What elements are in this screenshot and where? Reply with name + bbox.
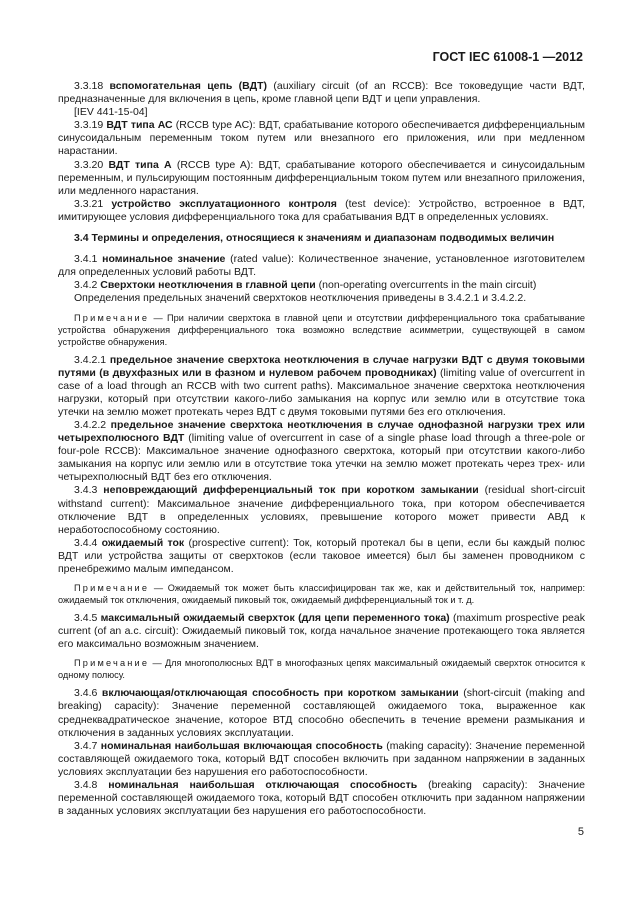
- clause-number: 3.3.21: [74, 197, 112, 210]
- clause-number: 3.4.3: [74, 484, 104, 497]
- clause-number: 3.4.8: [74, 779, 109, 792]
- definition-paragraph: [58, 159, 585, 198]
- definition-text: (limiting value of overcurrent in case of a load through an RCCB with two current paths). Максимальное значение сверхтока неотключения нагрузки, который при отсутствии какого-либо замыкания на корпус или землю или в отсутствие тока утечки на землю может протекать через ВДТ с двумя токовыми путями без его отключения.: [58, 366, 585, 418]
- clause-number: 3.4.2.2: [74, 418, 111, 431]
- definition-text: (short-circuit (making and breaking) capacity): Значение переменной составляющей ожидаемого тока, выраженное как среднеквадратическое значение, которое ВТД способно обеспечить в течение времени размыкания и отключения в заданных условиях эксплуатации.: [58, 687, 585, 739]
- definition-paragraph: [58, 779, 585, 818]
- term: устройство эксплуатационного контроля: [111, 197, 337, 210]
- definition-paragraph: [58, 612, 585, 651]
- definition-text: Определения предельных значений сверхтоков неотключения приведены в 3.4.2.1 и 3.4.2.2.: [74, 292, 527, 305]
- definition-text: (rated value): Количественное значение, установленное изготовителем для определенных условий работы ВДТ.: [58, 253, 585, 279]
- clause-number: 3.3.20: [74, 158, 109, 171]
- definition-text: — Для многополюсных ВДТ в многофазных цепях максимальный ожидаемый сверхток относится к одному полюсу.: [58, 658, 585, 681]
- note-label: Примечание: [74, 658, 150, 669]
- note-label: Примечание: [74, 312, 150, 323]
- definition-text: (maximum prospective peak current (of an a.c. circuit): Ожидаемый пиковый ток, когда начальное значение протекающего тока является его максимально возможным значением.: [58, 612, 585, 651]
- term: номинальное значение: [102, 253, 226, 266]
- definition-paragraph: [58, 419, 585, 484]
- page-number: 5: [577, 826, 584, 838]
- definition-paragraph: [58, 687, 585, 739]
- clause-number: 3.4.6: [74, 687, 102, 700]
- definition-paragraph: [58, 198, 585, 224]
- definition-text: (breaking capacity): Значение переменной составляющей ожидаемого тока, который ВДТ способен отключить при заданном напряжении в заданных условиях эксплуатации без нарушения его работоспособности.: [58, 779, 585, 818]
- clause-number: 3.3.18: [74, 80, 110, 92]
- definition-paragraph: [58, 253, 585, 279]
- term: вспомогательная цепь (ВДТ): [109, 80, 267, 92]
- definition-text: (test device): Устройство, встроенное в ВДТ, имитирующее условия дифференциального тока для срабатывания ВДТ в определенных условиях.: [58, 197, 585, 223]
- definition-text: (making capacity): Значение переменной составляющей ожидаемого тока, который ВДТ способен включить при заданном напряжении в заданных условиях эксплуатации без нарушения его работоспособности.: [58, 739, 585, 778]
- definition-paragraph: [58, 119, 585, 158]
- note-paragraph: [58, 312, 585, 348]
- definition-paragraph: [58, 80, 585, 106]
- term: Сверхтоки неотключения в главной цепи: [100, 279, 316, 292]
- definition-text: — При наличии сверхтока в главной цепи и отсутствии дифференциального тока срабатывание устройства обнаружения дифференциального тока возможно вследствие асимметрии, существующей в самом устройстве обнаружения.: [58, 312, 585, 347]
- note-label: Примечание: [74, 583, 150, 594]
- definition-paragraph: [58, 740, 585, 779]
- clause-number: 3.4.1: [74, 253, 103, 266]
- term: ожидаемый ток: [101, 536, 185, 549]
- section-heading: [58, 232, 585, 245]
- definition-text: (RCCB type A): ВДТ, срабатывание которого обеспечивается и синусоидальным переменным, и пульсирующим постоянным дифференциальным током путем или внезапного приложения, или медленного нарастания.: [58, 158, 585, 197]
- definition-text: (limiting value of overcurrent in case of a single phase load through a three-pole or four-pole RCCB): Максимальное значение однофазного сверхтока, который при отсутствии какого-либо замыкания на корпус или землю или в отсутствие тока утечки на землю может протекать через трех- или четырехполюсный ВДТ без его отключения.: [58, 432, 585, 484]
- term: включающая/отключающая способность при коротком замыкании: [101, 687, 459, 700]
- document-header: ГОСТ IEC 61008-1 —2012: [432, 50, 583, 64]
- term: ВДТ типа АС: [106, 119, 173, 132]
- definition-text: — Ожидаемый ток может быть классифицирован так же, как и действительный ток, например: ожидаемый ток отключения, ожидаемый пиковый ток, ожидаемый дифференциальный ток и т. д.: [58, 583, 585, 606]
- note-paragraph: [58, 582, 585, 606]
- term: ВДТ типа А: [108, 158, 172, 171]
- term: неповреждающий дифференциальный ток при коротком замыкании: [103, 484, 479, 497]
- term: номинальная наибольшая включающая способность: [100, 739, 383, 752]
- definition-paragraph: [58, 484, 585, 536]
- definition-paragraph: [58, 279, 585, 292]
- document-body: [58, 80, 585, 818]
- term: максимальный ожидаемый сверхток (для цепи переменного тока): [100, 612, 450, 625]
- definition-paragraph: [58, 292, 585, 305]
- definition-text: (auxiliary circuit (of an RCCB): Все токоведущие части ВДТ, предназначенные для включения в цепь, кроме главной цепи ВДТ и цепи управления.: [58, 80, 585, 106]
- clause-number: 3.4.4: [74, 536, 102, 549]
- definition-text: (non-operating overcurrents in the main circuit): [315, 279, 537, 292]
- term: предельное значение сверхтока неотключения в случае однофазной нагрузки трех или четырехполюсного ВДТ: [58, 418, 585, 445]
- definition-text: (prospective current): Ток, который протекал бы в цепи, если бы каждый полюс ВДТ или устройства защиты от сверхтоков (если таковое имеется) был бы заменен проводником с пренебрежимо малым импедансом.: [58, 536, 585, 575]
- clause-number: 3.4.2.1: [74, 353, 110, 366]
- clause-number: 3.4.7: [74, 739, 101, 752]
- clause-number: 3.3.19: [74, 119, 107, 132]
- definition-text: [IEV 441-15-04]: [74, 106, 148, 119]
- note-paragraph: [58, 657, 585, 681]
- definition-text: 3.4 Термины и определения, относящиеся к значениям и диапазонам подводимых величин: [74, 232, 555, 245]
- definition-text: (residual short-circuit withstand current): Максимальное значение дифференциального тока, при котором обеспечивается отключение ВДТ в определенных условиях, превышение которого может привести АВД к неработоспособному состоянию.: [58, 484, 585, 536]
- clause-number: 3.4.2: [74, 279, 101, 292]
- term: предельное значение сверхтока неотключения в случае нагрузки ВДТ с двумя токовыми путями (в двухфазных или в фазном и нулевом рабочем проводниках): [58, 353, 585, 379]
- definition-paragraph: [58, 537, 585, 576]
- definition-text: (RCCB type AC): ВДТ, срабатывание которого обеспечивается дифференциальным синусоидальным переменным током путем или внезапного его приложения, или при медленном нарастании.: [58, 119, 585, 158]
- term: номинальная наибольшая отключающая способность: [108, 779, 418, 792]
- definition-paragraph: [58, 106, 585, 119]
- definition-paragraph: [58, 354, 585, 419]
- clause-number: 3.4.5: [74, 612, 101, 625]
